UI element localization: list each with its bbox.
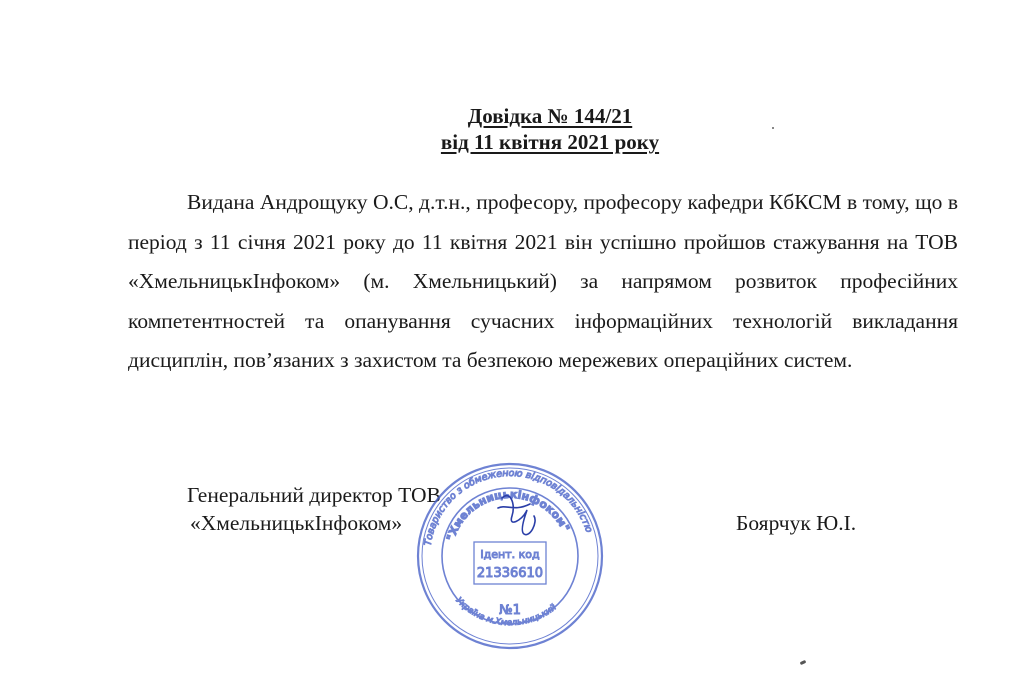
certificate-title [0, 103, 1024, 155]
scan-speck [772, 127, 774, 129]
stamp-outer-text: Товариство з обмеженою відповідальністю [422, 467, 595, 547]
signatory-name: Боярчук Ю.І. [736, 511, 857, 535]
certificate-number: Довідка № 144/21 [467, 104, 633, 128]
stamp-id-code: 21336610 [476, 566, 544, 581]
signatory-company: «ХмельницькІнфоком» [190, 511, 403, 535]
stamp-inner-text: "Хмельницькінфоком" [444, 487, 573, 543]
scan-artifact [800, 660, 807, 665]
certificate-date: від 11 квітня 2021 року [440, 130, 660, 154]
stamp-id-label: Ідент. код [480, 548, 540, 561]
stamp-city-text: Україна м.Хмельницький [453, 595, 559, 629]
signatory-position: Генеральний директор ТОВ [187, 483, 441, 507]
company-stamp [414, 460, 606, 652]
stamp-number: №1 [499, 603, 521, 618]
certificate-body: Видана Андрощуку О.С, д.т.н., професору, професору кафедри КбКСМ в тому, що в період з 11 січня 2021 року до 11 квітня 2021 він успішно пройшов стажування на ТОВ «ХмельницькІнфоком» (м. Хмельницький) за напрямом розвиток професійних компетентностей та опанування сучасних інформаційних технологій викладання дисциплін, пов’язаних з захистом та безпекою мережевих операційних систем. [128, 190, 958, 372]
